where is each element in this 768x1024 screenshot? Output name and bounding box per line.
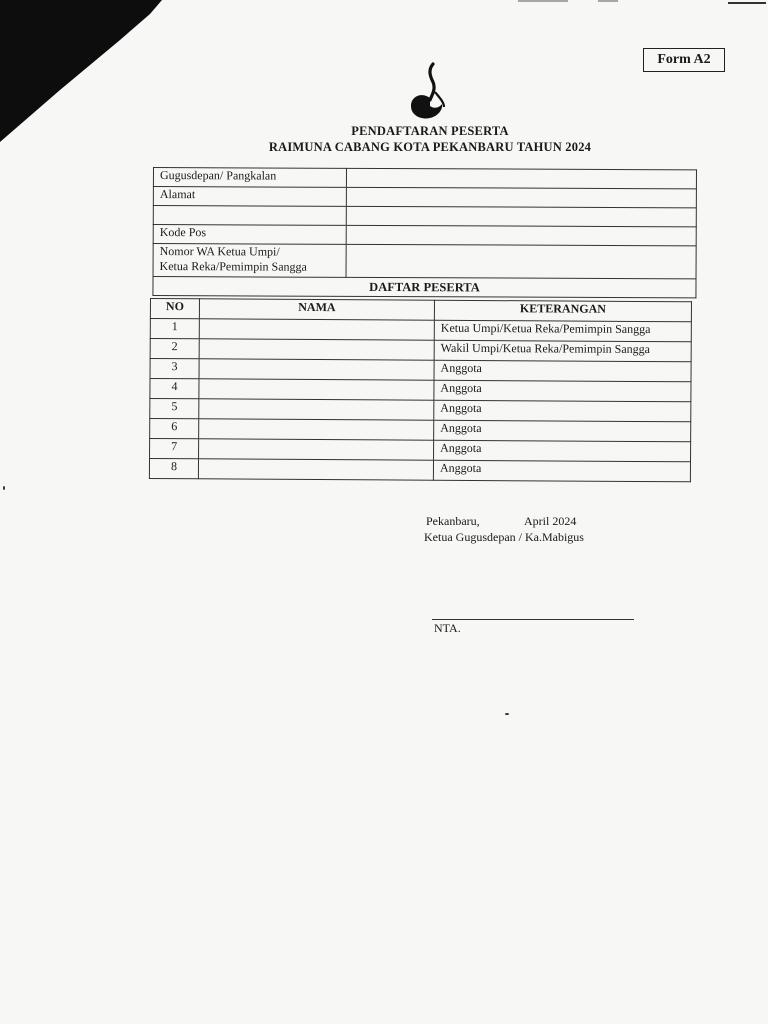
row-number: 8 xyxy=(149,459,198,479)
info-row-kode-pos xyxy=(153,225,696,246)
info-value-field[interactable] xyxy=(346,187,696,208)
row-name-field[interactable] xyxy=(199,359,434,380)
row-number: 4 xyxy=(150,379,199,399)
info-value-field[interactable] xyxy=(346,168,696,189)
form-code-box: Form A2 xyxy=(643,48,725,72)
info-label: Alamat xyxy=(153,187,346,207)
row-number: 3 xyxy=(150,359,199,379)
info-value-field[interactable] xyxy=(346,244,696,279)
scan-edge-marks xyxy=(508,0,768,6)
row-role: Ketua Umpi/Ketua Reka/Pemimpin Sangga xyxy=(434,320,691,342)
row-role: Wakil Umpi/Ketua Reka/Pemimpin Sangga xyxy=(434,340,691,362)
info-row-gugusdepan xyxy=(153,168,696,189)
row-name-field[interactable] xyxy=(199,419,434,440)
signature-city: Pekanbaru, xyxy=(426,514,480,528)
row-role: Anggota xyxy=(433,460,690,482)
row-name-field[interactable] xyxy=(199,319,434,340)
registration-info-table xyxy=(152,167,697,298)
signature-role: Ketua Gugusdepan / Ka.Mabigus xyxy=(424,530,584,544)
participants-heading: DAFTAR PESERTA xyxy=(153,277,696,298)
info-label: Gugusdepan/ Pangkalan xyxy=(153,168,346,188)
document-title: PENDAFTARAN PESERTA xyxy=(351,124,509,138)
scan-corner-shadow xyxy=(0,0,170,170)
row-name-field[interactable] xyxy=(199,379,434,400)
scan-speck xyxy=(505,713,509,715)
row-number: 1 xyxy=(150,319,199,339)
info-row-alamat-cont xyxy=(153,206,696,227)
row-name-field[interactable] xyxy=(199,339,434,360)
column-header-nama: NAMA xyxy=(199,299,434,320)
scan-speck xyxy=(3,486,5,490)
info-row-nomor-wa xyxy=(153,244,696,279)
column-header-keterangan: KETERANGAN xyxy=(434,300,691,322)
info-label xyxy=(153,206,346,226)
row-name-field[interactable] xyxy=(199,399,434,420)
participants-heading-row xyxy=(153,277,696,298)
info-label-line: Ketua Reka/Pemimpin Sangga xyxy=(159,259,307,274)
row-number: 5 xyxy=(150,399,199,419)
info-row-alamat xyxy=(153,187,696,208)
participants-table xyxy=(149,298,692,482)
info-value-field[interactable] xyxy=(346,206,696,227)
info-value-field[interactable] xyxy=(346,225,696,246)
row-name-field[interactable] xyxy=(199,439,434,460)
signature-nta: NTA. xyxy=(434,621,461,635)
signature-date: April 2024 xyxy=(524,514,577,528)
table-row xyxy=(149,459,690,482)
info-label-line: Nomor WA Ketua Umpi/ xyxy=(159,244,280,259)
info-label: Kode Pos xyxy=(153,225,346,245)
row-role: Anggota xyxy=(434,420,691,442)
info-label xyxy=(153,244,346,278)
row-number: 7 xyxy=(150,439,199,459)
row-name-field[interactable] xyxy=(198,459,433,480)
row-role: Anggota xyxy=(434,400,691,422)
row-number: 2 xyxy=(150,339,199,359)
row-number: 6 xyxy=(150,419,199,439)
row-role: Anggota xyxy=(434,380,691,402)
row-role: Anggota xyxy=(434,440,691,462)
scout-tunas-kelapa-icon xyxy=(406,62,450,122)
document-subtitle: RAIMUNA CABANG KOTA PEKANBARU TAHUN 2024 xyxy=(268,140,592,154)
signature-line xyxy=(432,619,634,620)
column-header-no: NO xyxy=(150,299,199,319)
row-role: Anggota xyxy=(434,360,691,382)
